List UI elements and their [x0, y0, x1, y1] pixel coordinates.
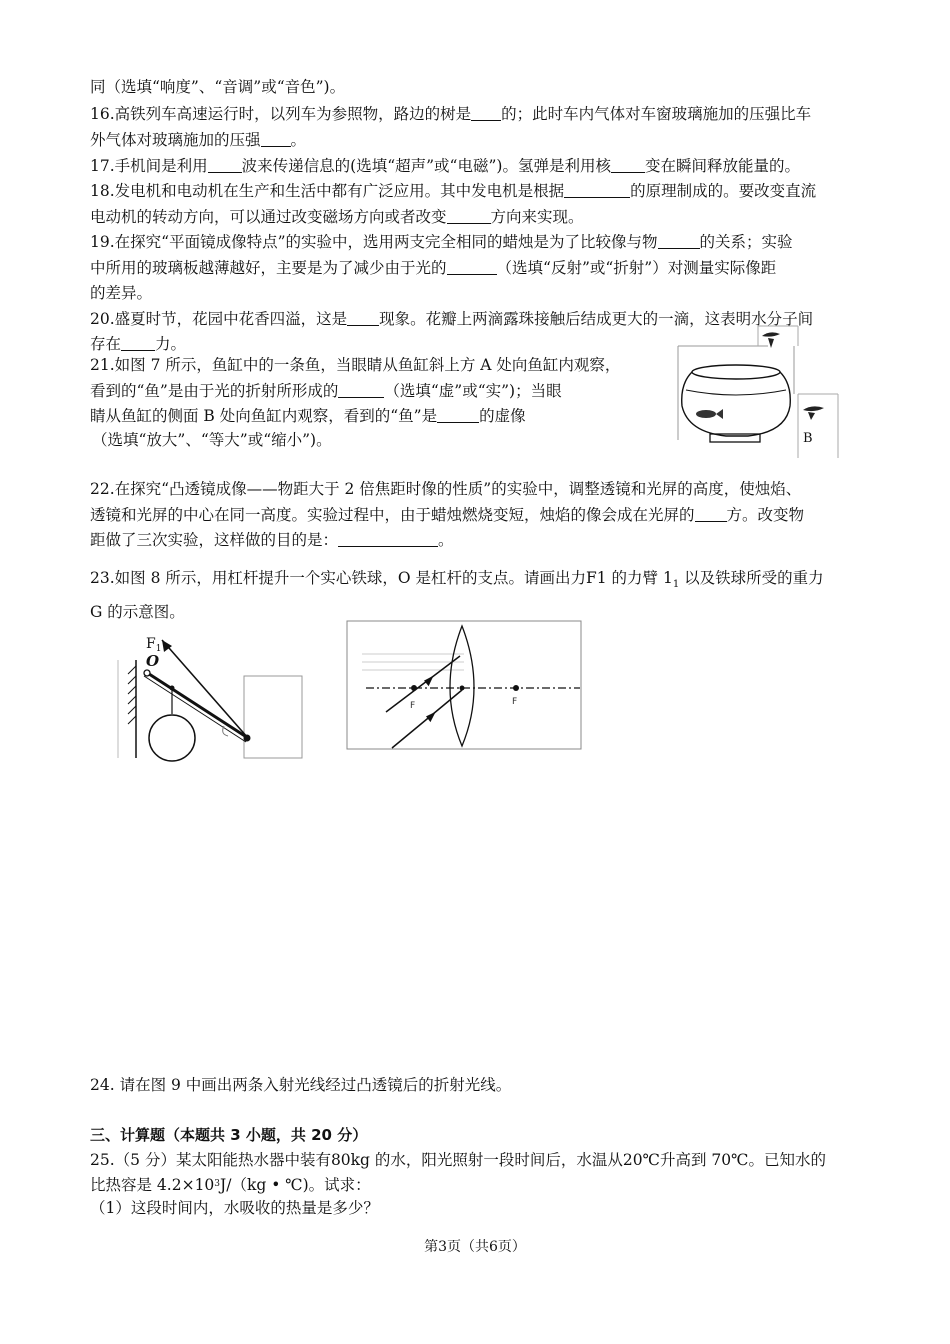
eye-b-icon: [803, 406, 824, 420]
q21-line1: 21.如图 7 所示，鱼缸中的一条鱼，当眼睛从鱼缸斜上方 A 处向鱼缸内观察，: [90, 356, 621, 374]
q19-line3: 的差异。: [90, 284, 153, 302]
q19-text-c: 中所用的玻璃板越薄越好，主要是为了减少由于光的: [90, 259, 447, 277]
q22-line2: [90, 503, 804, 527]
q19-line2: [90, 256, 776, 280]
q25-line2: [90, 1172, 371, 1197]
q20-blank-1[interactable]: [347, 309, 379, 326]
q18-text-c: 电动机的转动方向，可以通过改变磁场方向或者改变: [90, 208, 447, 226]
q21-text-d: 的虚像: [479, 407, 526, 425]
q22-text-a: 透镜和光屏的中心在同一高度。实验过程中，由于蜡烛燃烧变短，烛焰的像会成在光屏的: [90, 506, 695, 524]
q24-line: 24. 请在图 9 中画出两条入射光线经过凸透镜后的折射光线。: [90, 1076, 512, 1094]
q18-blank-1[interactable]: [564, 181, 630, 198]
page-footer: 第3页（共6页）: [424, 1239, 526, 1255]
q17-blank-1[interactable]: [208, 156, 242, 173]
q16-text-d: 。: [290, 131, 307, 149]
q16-text-b: 的；此时车内气体对车窗玻璃施加的压强比车: [501, 105, 812, 123]
q21-blank-1[interactable]: [338, 381, 384, 398]
q19-text-d: （选填“反射”或“折射”）对测量实际像距: [496, 259, 777, 277]
q18-text-a: 18.发电机和电动机在生产和生活中都有广泛应用。其中发电机是根据: [90, 182, 565, 200]
q19-text-b: 的关系；实验: [699, 233, 793, 251]
q22-line1: 22.在探究“凸透镜成像——物距大于 2 倍焦距时像的性质”的实验中，调整透镜和光屏的高度，使烛焰、: [90, 480, 802, 498]
pivot-point: [144, 670, 150, 676]
bowl-outline: [682, 372, 791, 436]
q22-text-d: 。: [438, 531, 454, 549]
label-f-left: F: [410, 701, 416, 711]
focal-point-right: [513, 685, 519, 691]
q21-line4: （选填“放大”、“等大”或“缩小”)。: [92, 431, 332, 449]
q21-line3: [90, 404, 526, 428]
q17-text-a: 17.手机间是利用: [90, 157, 208, 175]
q21-text-a: 看到的“鱼”是由于光的折射所形成的: [90, 382, 339, 400]
incident-ray-1: [386, 656, 460, 712]
q23-text-b: 以及铁球所受的重力: [679, 569, 824, 587]
q18-text-b: 的原理制成的。要改变直流: [630, 182, 817, 200]
label-f-right: F: [512, 697, 518, 707]
q18-text-d: 方向来实现。: [490, 208, 584, 226]
label-o: O: [146, 652, 160, 670]
q20-text-d: 力。: [155, 335, 187, 353]
q20-text-b: 现象。花瓣上两滴露珠接触后结成更大的一滴，这表明水分子间: [379, 310, 814, 328]
q19-blank-1[interactable]: [658, 232, 700, 249]
q21-blank-2[interactable]: [437, 406, 479, 423]
q21-text-c: 睛从鱼缸的侧面 B 处向鱼缸内观察，看到的“鱼”是: [90, 407, 438, 425]
q25-text-a: 比热容是 4.2×10: [90, 1176, 215, 1194]
q22-line3: [90, 528, 454, 552]
q17-text-c: 变在瞬间释放能量的。: [644, 157, 800, 175]
q22-blank-1[interactable]: [695, 505, 727, 522]
figure-border: [347, 621, 581, 749]
q23-text-a: 23.如图 8 所示，用杠杆提升一个实心铁球，O 是杠杆的支点。请画出力F1 的力臂 1: [90, 569, 673, 587]
q19-blank-2[interactable]: [447, 258, 497, 275]
q21-text-b: （选填“虚”或“实”)；当眼: [384, 382, 562, 400]
q17-blank-2[interactable]: [611, 156, 645, 173]
q18-line1: [90, 179, 816, 203]
q23-subscript: 1: [672, 579, 680, 590]
section3-title: 三、计算题（本题共 3 小题，共 20 分）: [90, 1126, 368, 1144]
q20-text-c: 存在: [90, 335, 122, 353]
q22-text-c: 距做了三次实验，这样做的目的是：: [90, 531, 339, 549]
q16-blank-1[interactable]: [471, 104, 501, 121]
q23-line1: [90, 566, 824, 597]
label-b: B: [803, 431, 813, 446]
q17-text-b: 波来传递信息的(选填“超声”或“电磁”)。氢弹是利用核: [241, 157, 611, 175]
q18-line2: [90, 205, 584, 229]
q20-text-a: 20.盛夏时节，花园中花香四溢，这是: [90, 310, 348, 328]
q23-line2: G 的示意图。: [90, 603, 185, 621]
fish-icon: [696, 409, 723, 419]
q19-line1: [90, 230, 793, 254]
label-f1: $F_1$: [146, 636, 162, 654]
q25-line3: （1）这段时间内，水吸收的热量是多少？: [90, 1199, 379, 1217]
q21-line2: [90, 379, 562, 403]
q20-blank-2[interactable]: [121, 334, 155, 351]
q25-line1: 25.（5 分）某太阳能热水器中装有80kg 的水，阳光照射一段时间后，水温从20℃升高到 70℃。已知水的: [90, 1151, 826, 1169]
q16-line2: [90, 128, 306, 152]
q16-line1: [90, 102, 811, 126]
q16-text-a: 16.高铁列车高速运行时，以列车为参照物，路边的树是: [90, 105, 472, 123]
q18-blank-2[interactable]: [447, 207, 491, 224]
q22-text-b: 方。改变物: [726, 506, 805, 524]
lever-figure: [116, 630, 312, 762]
q25-superscript: 3: [214, 1179, 221, 1189]
convex-lens-figure: [346, 620, 584, 752]
iron-ball: [149, 715, 195, 761]
lever-bar: [146, 672, 248, 738]
fish-bowl-figure: [676, 324, 858, 460]
q19-text-a: 19.在探究“平面镜成像特点”的实验中，选用两支完全相同的蜡烛是为了比较像与物: [90, 233, 658, 251]
q22-blank-2[interactable]: [338, 530, 438, 547]
q17-line: [90, 154, 800, 178]
q16-text-c: 外气体对玻璃施加的压强: [90, 131, 261, 149]
q15-tail: 同（选填“响度”、“音调”或“音色”)。: [90, 78, 346, 96]
q25-text-b: J/（kg • ℃)。试求：: [220, 1176, 371, 1194]
q16-blank-2[interactable]: [261, 130, 291, 147]
